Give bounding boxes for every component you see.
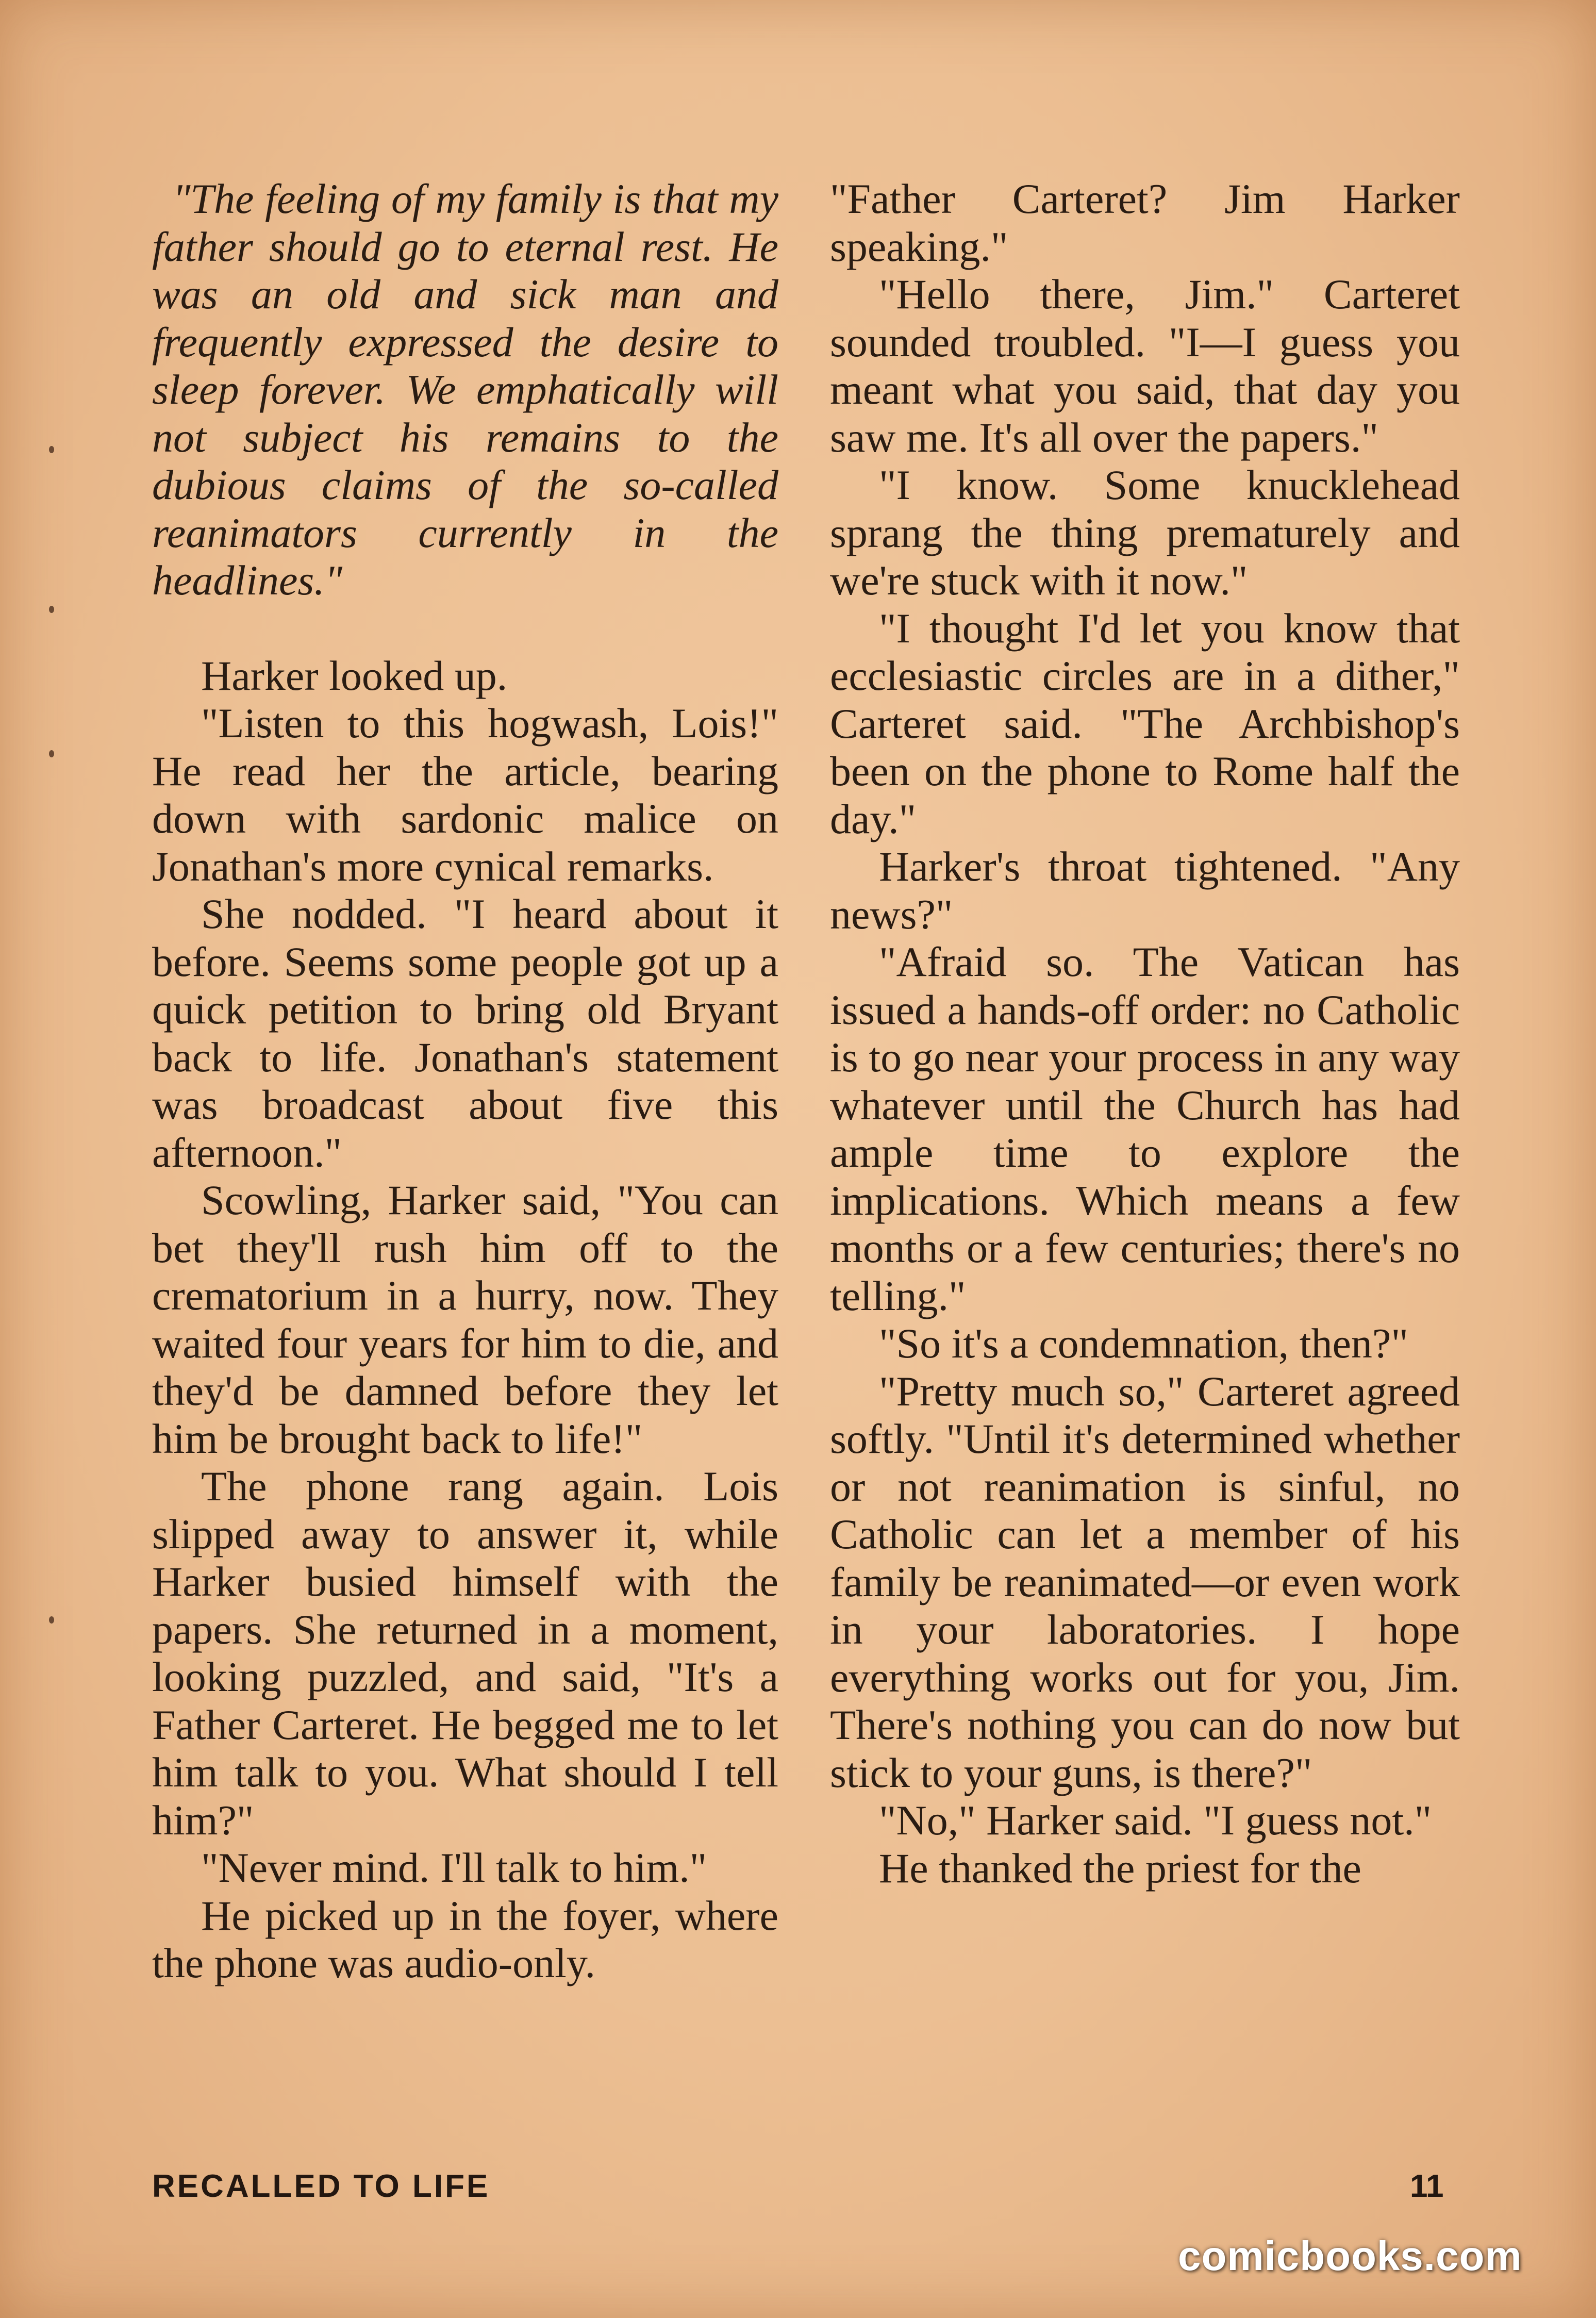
paragraph: "I know. Some knucklehead sprang the thing prematurely and we're stuck with it now." xyxy=(830,461,1460,604)
left-column xyxy=(152,175,778,1988)
paragraph: "Listen to this hogwash, Lois!" He read her the article, bearing down with sardonic malice on Jonathan's more cynical remarks. xyxy=(152,700,778,890)
paragraph: The phone rang again. Lois slipped away to answer it, while Harker busied himself with the papers. She returned in a moment, looking puzzled, and said, "It's a Father Carteret. He begged me to let him talk to you. What should I tell him?" xyxy=(152,1463,778,1844)
paragraph: Harker looked up. xyxy=(201,652,508,699)
binding-hole xyxy=(49,750,54,757)
paragraph: Harker's throat tightened. "Any news?" xyxy=(830,843,1460,938)
binding-hole xyxy=(49,1616,54,1624)
paragraph: "So it's a condemnation, then?" xyxy=(879,1320,1408,1367)
paragraph: He picked up in the foyer, where the phone was audio-only. xyxy=(152,1892,778,1986)
quoted-statement: "The feeling of my family is that my father should go to eternal rest. He was an old and sick man and frequently expressed the desire to sleep forever. We emphatically will not subject his remains to the dubious claims of the so-called reanimators currently in the headlines." xyxy=(152,175,778,604)
paragraph: "I thought I'd let you know that ecclesiastic circles are in a dither," Carteret said. "The Archbishop's been on the phone to Rome half the day." xyxy=(830,604,1460,842)
paragraph: "Father Carteret? Jim Harker speaking." xyxy=(830,175,1460,270)
paragraph: "Pretty much so," Carteret agreed softly. "Until it's determined whether or not reanimation is sinful, no Catholic can let a member of his family be reanimated—or even work in your laboratories. I hope everything works out for you, Jim. There's nothing you can do now but stick to your guns, is there?" xyxy=(830,1367,1460,1796)
paragraph: She nodded. "I heard about it before. Seems some people got up a quick petition to bring old Bryant back to life. Jonathan's statement was broadcast about five this afternoon." xyxy=(152,890,778,1176)
paragraph: He thanked the priest for the xyxy=(879,1844,1361,1892)
site-watermark: comicbooks.com xyxy=(1178,2233,1522,2279)
paragraph: "Hello there, Jim." Carteret sounded troubled. "I—I guess you meant what you said, that day you saw me. It's all over the papers." xyxy=(830,271,1460,461)
paragraph: Scowling, Harker said, "You can bet they'll rush him off to the crematorium in a hurry, now. They waited four years for him to die, and they'd be damned before they let him be brought back to life!" xyxy=(152,1177,778,1462)
paragraph: "Never mind. I'll talk to him." xyxy=(201,1844,707,1891)
binding-hole xyxy=(49,446,54,453)
right-column xyxy=(830,175,1460,1892)
page-number: 11 xyxy=(1410,2168,1444,2204)
paragraph: "No," Harker said. "I guess not." xyxy=(879,1797,1432,1844)
binding-hole xyxy=(49,606,54,613)
running-footer-title: RECALLED TO LIFE xyxy=(152,2168,490,2204)
paragraph: "Afraid so. The Vatican has issued a hands-off order: no Catholic is to go near your process in any way whatever until the Church has had ample time to explore the implications. Which means a few months or a few centuries; there's no telling." xyxy=(830,938,1460,1319)
